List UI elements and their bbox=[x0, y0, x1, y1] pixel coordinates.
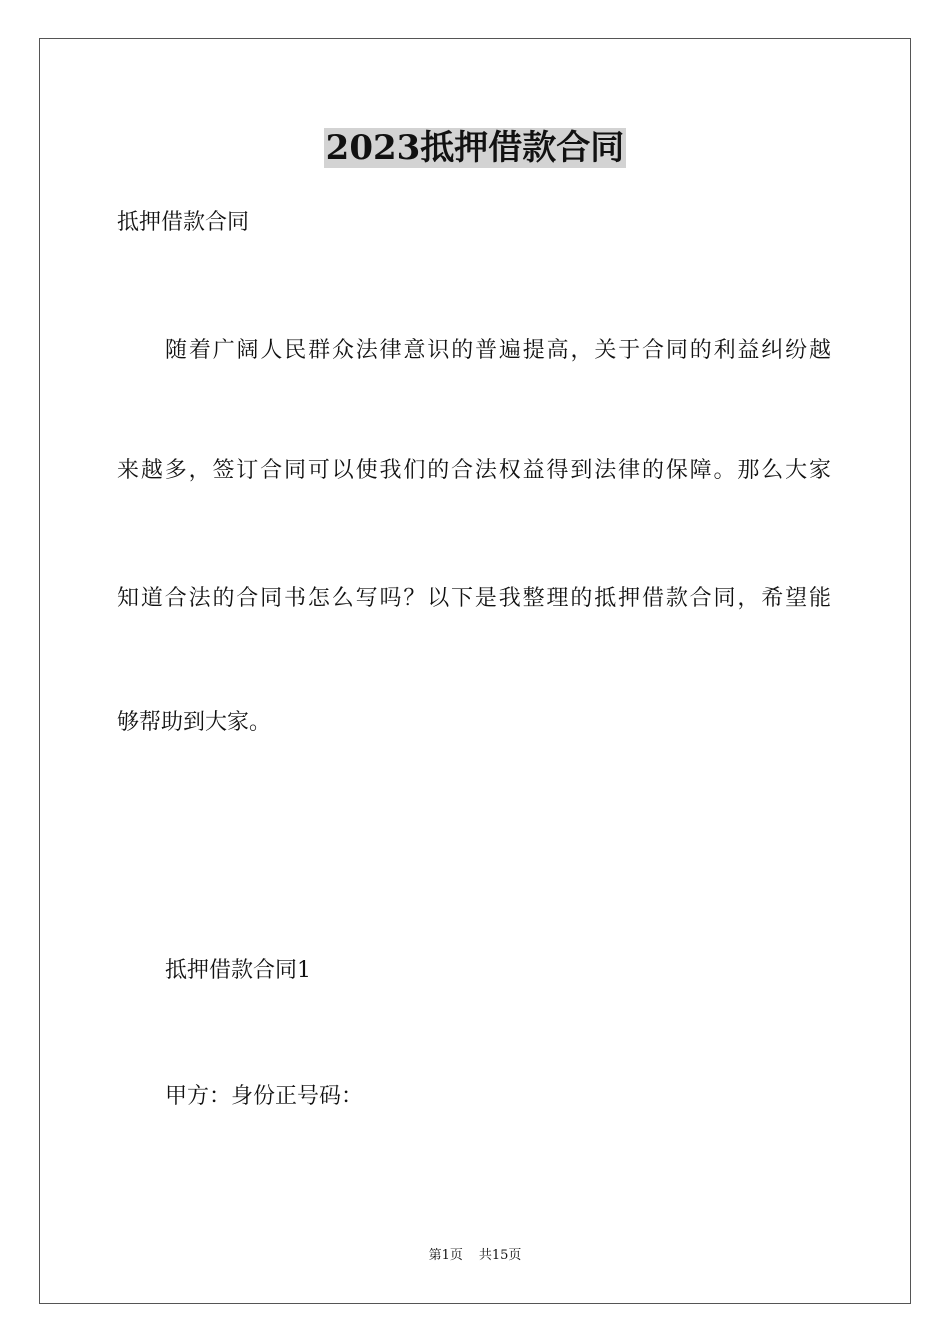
footer-total-pages: 共15页 bbox=[478, 1248, 522, 1263]
intro-line-3: 知道合法的合同书怎么写吗？以下是我整理的抵押借款合同，希望能 bbox=[117, 586, 831, 611]
document-subtitle: 抵押借款合同 bbox=[117, 210, 250, 235]
page-footer bbox=[0, 1247, 950, 1265]
party-a-line: 甲方：身份正号码： bbox=[165, 1084, 364, 1109]
intro-line-1: 随着广阔人民群众法律意识的普遍提高，关于合同的利益纠纷越 bbox=[165, 338, 831, 363]
footer-page-number: 第1页 bbox=[428, 1248, 463, 1263]
intro-line-4: 够帮助到大家。 bbox=[117, 710, 272, 735]
intro-line-2: 来越多，签订合同可以使我们的合法权益得到法律的保障。那么大家 bbox=[117, 458, 831, 483]
section-heading: 抵押借款合同1 bbox=[165, 958, 311, 983]
document-title-text: 2023抵押借款合同 bbox=[325, 128, 625, 168]
document-title bbox=[0, 124, 950, 172]
